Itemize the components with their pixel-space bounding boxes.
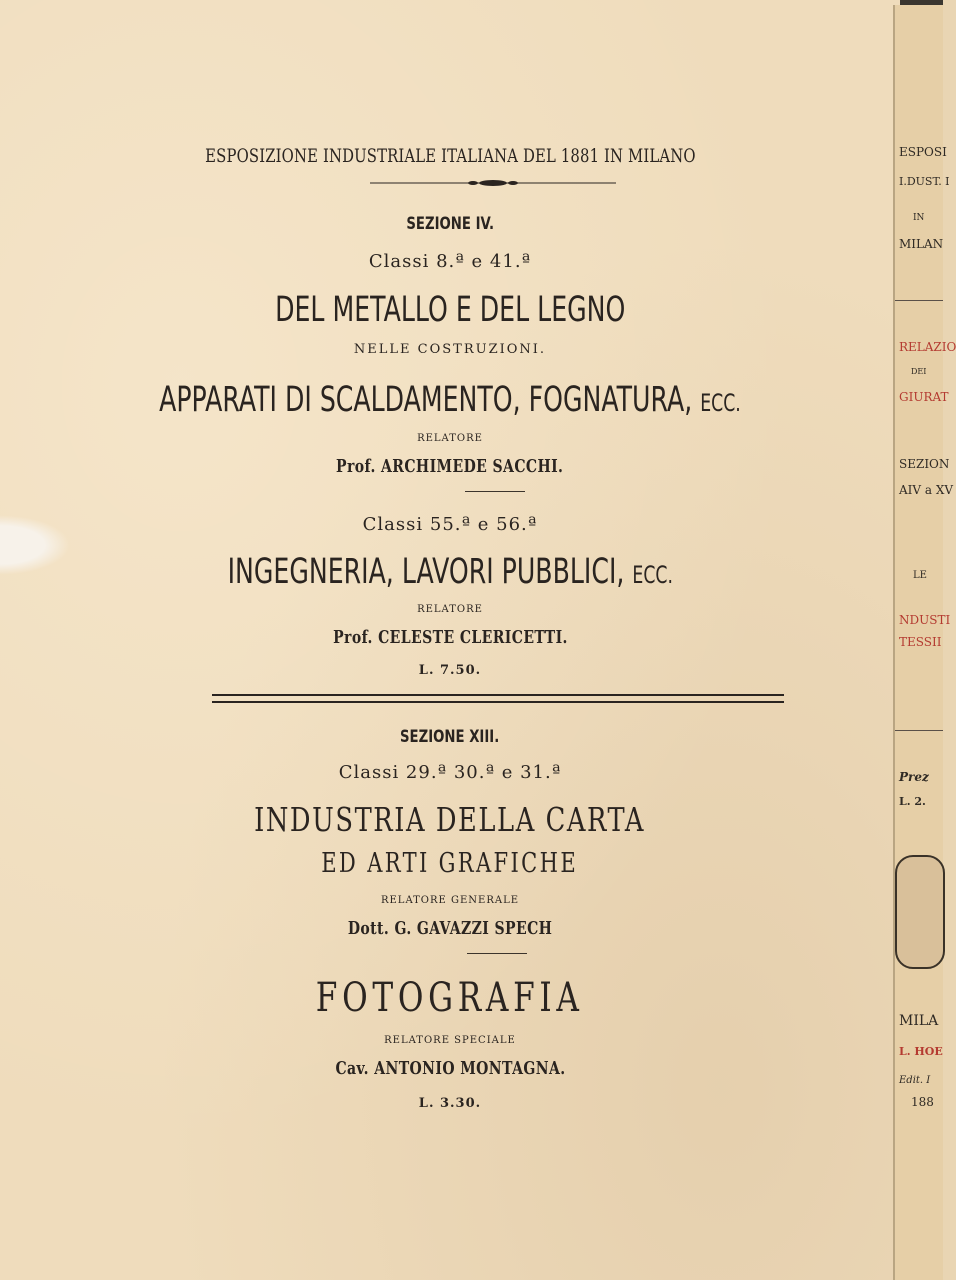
spine-line: I.DUST. I: [899, 175, 950, 188]
spine-line: L. 2.: [899, 795, 926, 808]
spine-rule: [895, 300, 943, 301]
section-xiii-classes: Classi 29.ª 30.ª e 31.ª: [338, 762, 562, 783]
section-xiii-title: SEZIONE XIII.: [400, 727, 500, 747]
spine-line: IN: [913, 213, 925, 223]
spine-line: MILA: [899, 1013, 939, 1029]
spine-line: RELAZIO: [899, 340, 956, 354]
spine-line: L. HOE: [899, 1045, 943, 1058]
spine-line: 188: [911, 1095, 934, 1109]
exhibition-header: ESPOSIZIONE INDUSTRIALE ITALIANA DEL 1881 IN MILANO: [204, 145, 696, 167]
spine-line: GIURAT: [899, 390, 949, 404]
book-spine: [893, 5, 956, 1280]
section-xiii-heading-arti: ED ARTI GRAFICHE: [321, 848, 579, 879]
short-rule-a: [465, 491, 525, 492]
spine-rule: [895, 730, 943, 731]
relatore-label-generale: RELATORE GENERALE: [380, 895, 520, 906]
relatore-label-a: RELATORE: [417, 433, 483, 444]
spine-line: SEZION: [899, 457, 950, 471]
price-section-xiii: L. 3.30.: [418, 1096, 482, 1111]
spine-line: Edit. I: [899, 1075, 931, 1086]
relatore-gavazzi: Dott. G. GAVAZZI SPECH: [347, 918, 553, 939]
relatore-sacchi: Prof. ARCHIMEDE SACCHI.: [336, 456, 564, 477]
spine-line: ESPOSI: [899, 145, 947, 159]
spine-line: AIV a XV: [899, 483, 954, 497]
relatore-label-b: RELATORE: [417, 604, 483, 615]
spine-ornament-monogram: [895, 855, 945, 969]
price-section-iv: L. 7.50.: [418, 663, 482, 678]
spine-line: Prez: [899, 770, 929, 784]
double-rule-divider: [212, 694, 784, 703]
section-iv-heading-ingegneria: INGEGNERIA, LAVORI PUBBLICI, ECC.: [227, 552, 673, 592]
spine-line: DEI: [911, 367, 927, 376]
section-iv-classes-b: Classi 55.ª e 56.ª: [362, 514, 538, 535]
short-rule-b: [467, 953, 527, 954]
relatore-clericetti: Prof. CELESTE CLERICETTI.: [332, 627, 568, 648]
ornamental-rule: [370, 178, 616, 188]
relatore-montagna: Cav. ANTONIO MONTAGNA.: [334, 1058, 566, 1079]
spine-line: NDUSTI: [899, 613, 951, 627]
section-xiii-heading-fotografia: FOTOGRAFIA: [316, 975, 584, 1021]
spine-line: LE: [913, 570, 927, 581]
relatore-label-speciale: RELATORE SPECIALE: [384, 1035, 516, 1046]
section-iv-subheading: NELLE COSTRUZIONI.: [353, 342, 547, 357]
section-iv-classes-a: Classi 8.ª e 41.ª: [368, 251, 532, 272]
section-iv-title: SEZIONE IV.: [406, 214, 494, 234]
spine-line: TESSII: [899, 635, 942, 649]
section-xiii-heading-carta: INDUSTRIA DELLA CARTA: [254, 800, 646, 839]
section-iv-heading-apparati: APPARATI DI SCALDAMENTO, FOGNATURA, ECC.: [159, 380, 741, 420]
spine-line: MILAN: [899, 237, 944, 251]
section-iv-heading-metallo: DEL METALLO E DEL LEGNO: [274, 290, 626, 330]
